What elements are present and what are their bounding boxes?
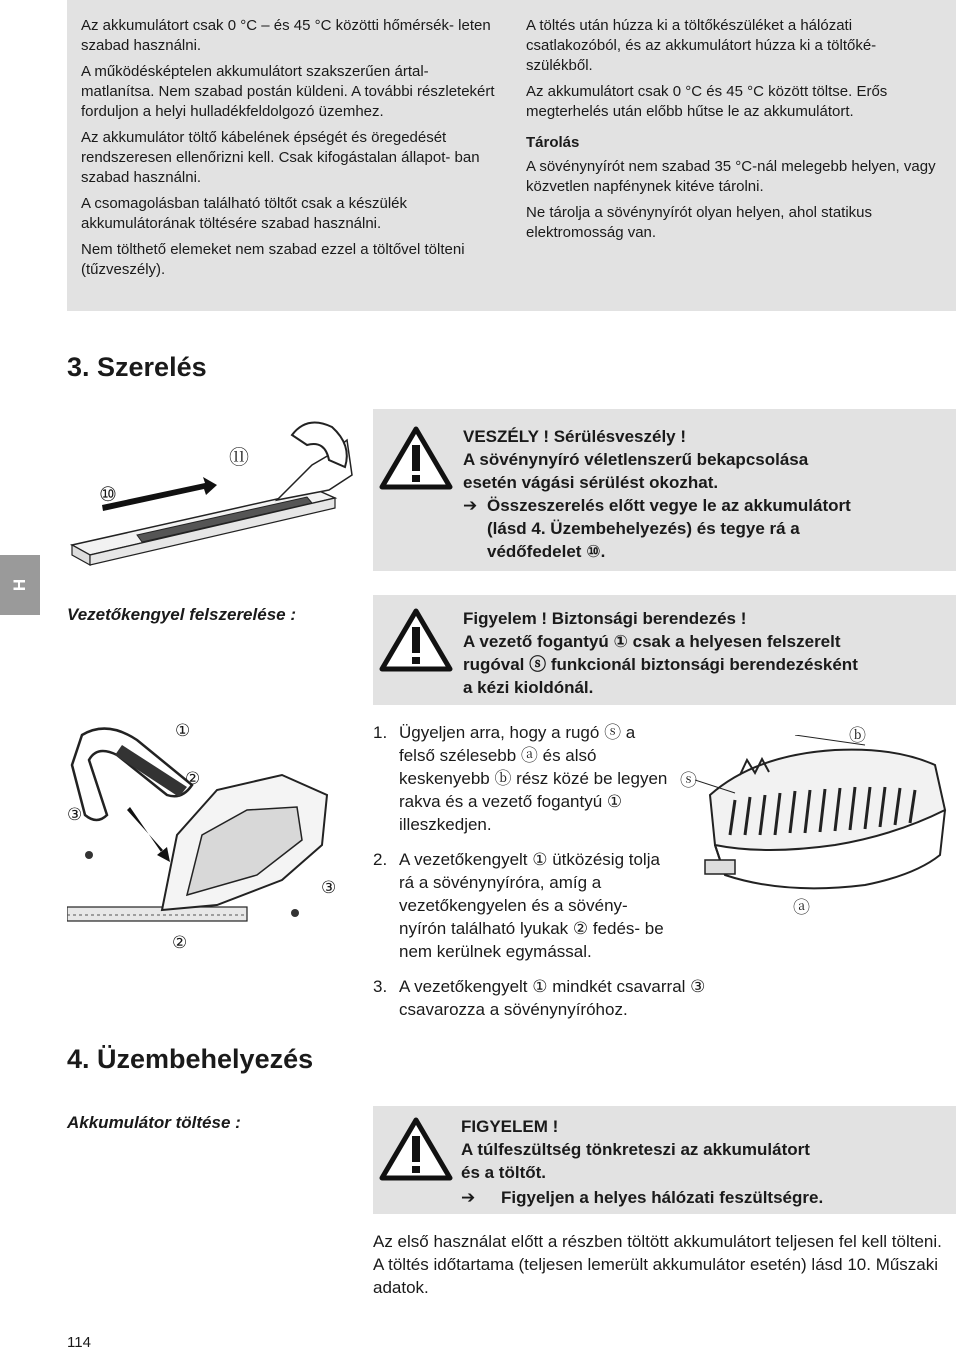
caution-text [463,607,858,699]
notes-left-column [81,16,501,286]
arrow-icon: ➔ [463,496,478,515]
step-item [373,848,673,963]
danger-line: Összeszerelés előtt vegye le az akkumulátort [487,496,851,515]
step-number: 3. [373,977,388,996]
callout-b: ⓑ [849,726,866,745]
note: Az akkumulátor töltő kábelének épségét és öregedését rendszeresen ellenőrizni kell. Csak kifogástalan állapot- ban szabad használni. [81,129,480,186]
note: Ne tárolja a sövénynyírót olyan helyen, ahol statikus elektromosság van. [526,204,873,241]
notes-right-column [526,16,936,249]
caution-line: rugóval ⓢ funkcionál biztonsági berendezésként [463,655,858,674]
danger-line: (lásd 4. Üzembehelyezés) és tegye rá a [487,519,800,538]
caution-title: FIGYELEM ! [461,1117,559,1136]
warning-triangle-icon [379,425,453,491]
callout-2: ② [185,769,201,788]
caution-line: és a töltőt. [461,1163,547,1182]
callout-s: ⓢ [680,771,697,790]
step-item [373,721,673,836]
step-number: 2. [373,850,388,869]
callout-a: ⓐ [793,898,810,917]
danger-title: VESZÉLY ! Sérülésveszély ! [463,427,687,446]
callout-3: ③ [67,805,83,824]
callout-10: ⑩ [99,484,117,506]
subhead-handle-mounting: Vezetőkengyel felszerelése : [67,605,296,624]
note: Az akkumulátort csak 0 °C – és 45 °C közötti hőmérsék- leten szabad használni. [81,17,491,54]
caution-line: Figyeljen a helyes hálózati feszültségre. [501,1188,824,1207]
note: A csomagolásban található töltőt csak a készülék akkumulátorának töltésére szabad használni. [81,195,408,232]
note: A sövénynyírót nem szabad 35 °C-nál melegebb helyen, vagy közvetlen napfénynek kitéve tárolni. [526,158,936,195]
step-number: 1. [373,723,388,742]
caution-title: Figyelem ! Biztonsági berendezés ! [463,609,747,628]
section-title-startup: 4. Üzembehelyezés [67,1044,314,1074]
storage-heading: Tárolás [526,134,580,151]
caution-instruction [461,1186,823,1209]
caution-line: A vezető fogantyú ① csak a helyesen felszerelt [463,632,841,651]
note: A töltés után húzza ki a töltőkészüléket a hálózati csatlakozóból, és az akkumulátort húzza ki a töltőké- szülékből. [526,17,877,74]
danger-line: védőfedelet ⑩. [487,542,606,561]
language-tab [0,555,40,615]
arrow-icon: ➔ [461,1188,476,1207]
callout-11: ⑪ [229,447,249,469]
handle-mounting-figure [67,715,357,965]
warning-triangle-icon [379,1116,453,1182]
danger-line: A sövénynyíró véletlenszerű bekapcsolása [463,450,809,469]
page-number: 114 [67,1334,91,1351]
step-text: Ügyeljen arra, hogy a rugó ⓢ a felső szélesebb ⓐ és alsó keskenyebb ⓑ rész közé be legyen rakva és a vezető fogantyú ① illeszkedjen. [399,723,668,834]
spring-detail-figure [695,735,960,920]
language-tab-label: H [10,578,29,592]
danger-line: esetén vágási sérülést okozhat. [463,473,719,492]
note: Nem tölthető elemeket nem szabad ezzel a töltővel tölteni (tűzveszély). [81,241,465,278]
charging-body-text: Az első használat előtt a részben töltött akkumulátort teljesen fel kell tölteni. A töltés időtartama (teljesen lemerült akkumulátor esetén) lásd 10. Műszaki adatok. [373,1232,942,1297]
callout-3: ③ [321,878,337,897]
charging-caution-text [461,1115,823,1209]
section-title-assembly: 3. Szerelés [67,352,207,382]
step-text: A vezetőkengyelt ① mindkét csavarral ③ csavarozza a sövénynyíróhoz. [399,977,706,1019]
note: A működésképtelen akkumulátort szakszerűen ártal- matlanítsa. Nem szabad postán küldeni. A további részletekért forduljon a helyi hulladékfeldolgozó üzemhez. [81,63,495,120]
warning-triangle-icon [379,607,453,673]
danger-instruction [463,494,851,517]
assembly-steps [373,721,706,1033]
subhead-battery-charging: Akkumulátor töltése : [67,1113,241,1132]
caution-line: a kézi kioldónál. [463,678,594,697]
danger-text [463,425,851,563]
caution-line: A túlfeszültség tönkreteszi az akkumulátort [461,1140,810,1159]
callout-1: ① [175,721,191,740]
step-text: A vezetőkengyelt ① ütközésig tolja rá a sövénynyíróra, amíg a vezetőkengyelen és a sövény- nyírón található lyukak ② fedés- be nem kerülnek egymással. [399,850,664,961]
callout-2: ② [172,933,188,952]
step-item [373,975,763,1021]
note: Az akkumulátort csak 0 °C és 45 °C között töltse. Erős megterhelés után előbb hűtse le az akkumulátort. [526,83,888,120]
